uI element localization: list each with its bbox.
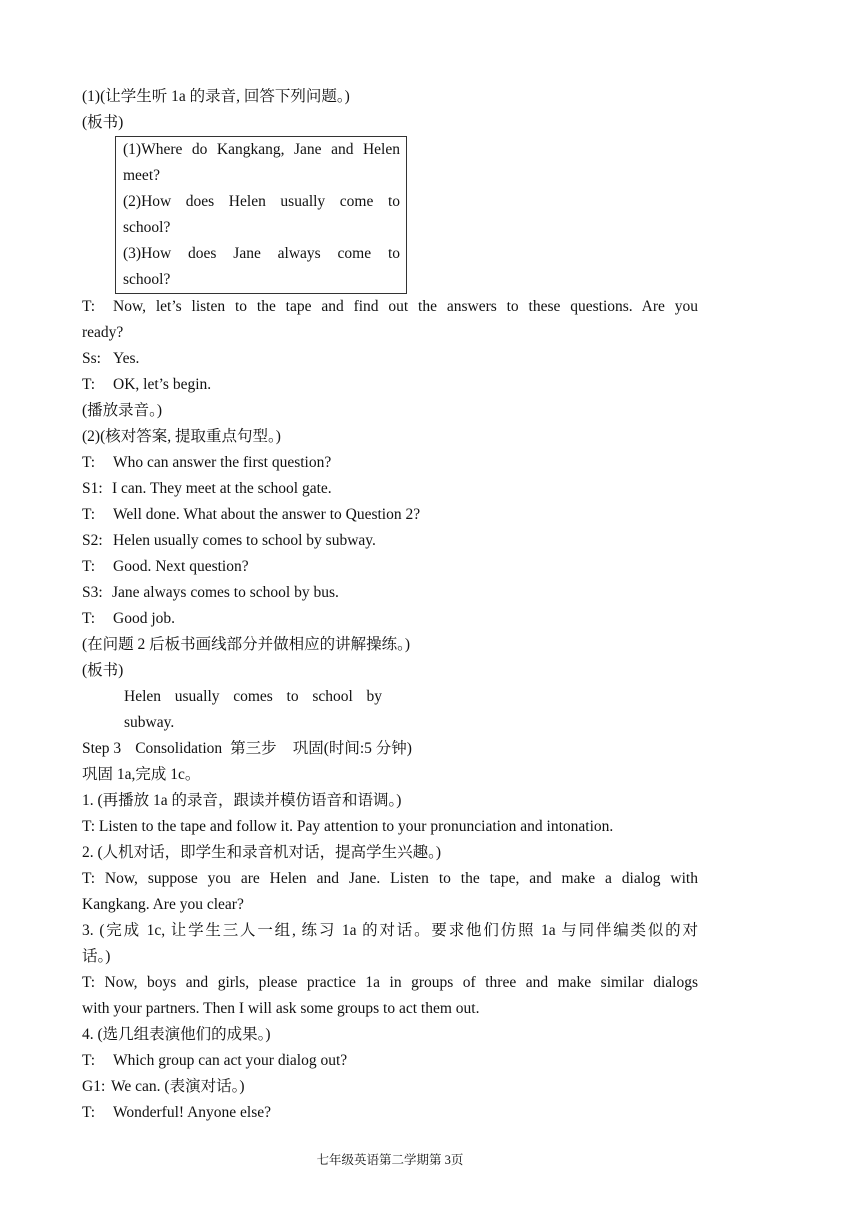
dialog-line <box>82 1074 698 1100</box>
dialog-line <box>82 450 698 476</box>
dialog-line-continued: ready? <box>82 324 124 341</box>
step-label: Step 3 <box>82 740 122 757</box>
dialog-text: Which group can act your dialog out? <box>113 1052 348 1069</box>
dialog-text: Now, let’s listen to the tape and find out the answers to these questions. Are you <box>113 298 698 315</box>
dialog-line: T: Now, boys and girls, please practice 1a in groups of three and make similar dialogs <box>82 974 698 991</box>
step-cn-label: 第三步 <box>230 740 277 757</box>
dialog-line <box>82 580 698 606</box>
blackboard-questions-box <box>115 136 407 294</box>
dialog-line <box>82 554 698 580</box>
dialog-line: T: Listen to the tape and follow it. Pay attention to your pronunciation and intonation. <box>82 818 614 835</box>
instruction-line: (2)(核对答案, 提取重点句型。) <box>82 428 281 445</box>
dialog-line <box>82 294 698 320</box>
step-cn-title: 巩固(时间:5 分钟) <box>292 740 412 757</box>
blackboard-sentence-line: Helen usually comes to school by <box>124 688 382 705</box>
instruction-line: 1. (再播放 1a 的录音，跟读并模仿语音和语调。) <box>82 792 402 809</box>
step-heading <box>82 736 698 762</box>
step-title: Consolidation <box>135 740 223 757</box>
speaker-label: S3: <box>82 584 103 601</box>
dialog-line <box>82 346 698 372</box>
dialog-text: Wonderful! Anyone else? <box>113 1104 272 1121</box>
dialog-text: I can. They meet at the school gate. <box>112 480 332 497</box>
dialog-text: Good. Next question? <box>113 558 249 575</box>
board-question-line: meet? <box>123 167 161 184</box>
dialog-line <box>82 1100 698 1126</box>
board-question-line: (2)How does Helen usually come to <box>123 193 400 210</box>
dialog-line <box>82 528 698 554</box>
dialog-text: OK, let’s begin. <box>113 376 212 393</box>
dialog-text: Helen usually comes to school by subway. <box>113 532 376 549</box>
instruction-line-continued: 话。) <box>82 948 111 965</box>
speaker-label: T: <box>82 454 96 471</box>
dialog-text: Yes. <box>113 350 140 367</box>
speaker-label: T: <box>82 298 96 315</box>
blackboard-sentence-line: subway. <box>124 714 175 731</box>
dialog-text: We can. (表演对话。) <box>111 1078 245 1095</box>
board-question-line: (3)How does Jane always come to <box>123 245 400 262</box>
instruction-line: 3. (完成 1c, 让学生三人一组, 练习 1a 的对话。要求他们仿照 1a 与同伴编类似的对 <box>82 922 698 939</box>
speaker-label: T: <box>82 558 96 575</box>
dialog-line <box>82 476 698 502</box>
dialog-text: Good job. <box>113 610 175 627</box>
document-body <box>82 84 698 1126</box>
page-footer: 七年级英语第二学期第 3页 <box>316 1153 464 1167</box>
speaker-label: T: <box>82 1052 96 1069</box>
instruction-line: 2. (人机对话，即学生和录音机对话，提高学生兴趣。) <box>82 844 442 861</box>
board-question-line: (1)Where do Kangkang, Jane and Helen <box>123 141 400 158</box>
instruction-line: 巩固 1a,完成 1c。 <box>82 766 201 783</box>
speaker-label: S1: <box>82 480 103 497</box>
instruction-line: (播放录音。) <box>82 402 163 419</box>
board-question-line: school? <box>123 271 171 288</box>
instruction-line: 4. (选几组表演他们的成果。) <box>82 1026 271 1043</box>
dialog-text: Well done. What about the answer to Question 2? <box>113 506 421 523</box>
dialog-line <box>82 1048 698 1074</box>
speaker-label: Ss: <box>82 350 101 367</box>
instruction-line: (在问题 2 后板书画线部分并做相应的讲解操练。) <box>82 636 411 653</box>
speaker-label: T: <box>82 1104 96 1121</box>
dialog-line-continued: Kangkang. Are you clear? <box>82 896 244 913</box>
board-question-line: school? <box>123 219 171 236</box>
dialog-line <box>82 372 698 398</box>
dialog-text: Jane always comes to school by bus. <box>112 584 339 601</box>
speaker-label: T: <box>82 506 96 523</box>
board-label: (板书) <box>82 114 124 131</box>
board-label: (板书) <box>82 662 124 679</box>
dialog-line <box>82 502 698 528</box>
instruction-line: (1)(让学生听 1a 的录音, 回答下列问题。) <box>82 88 350 105</box>
dialog-line: T: Now, suppose you are Helen and Jane. Listen to the tape, and make a dialog with <box>82 870 698 887</box>
speaker-label: G1: <box>82 1078 106 1095</box>
dialog-line <box>82 606 698 632</box>
dialog-line-continued: with your partners. Then I will ask some groups to act them out. <box>82 1000 480 1017</box>
speaker-label: S2: <box>82 532 103 549</box>
dialog-text: Who can answer the first question? <box>113 454 332 471</box>
speaker-label: T: <box>82 610 96 627</box>
speaker-label: T: <box>82 376 96 393</box>
